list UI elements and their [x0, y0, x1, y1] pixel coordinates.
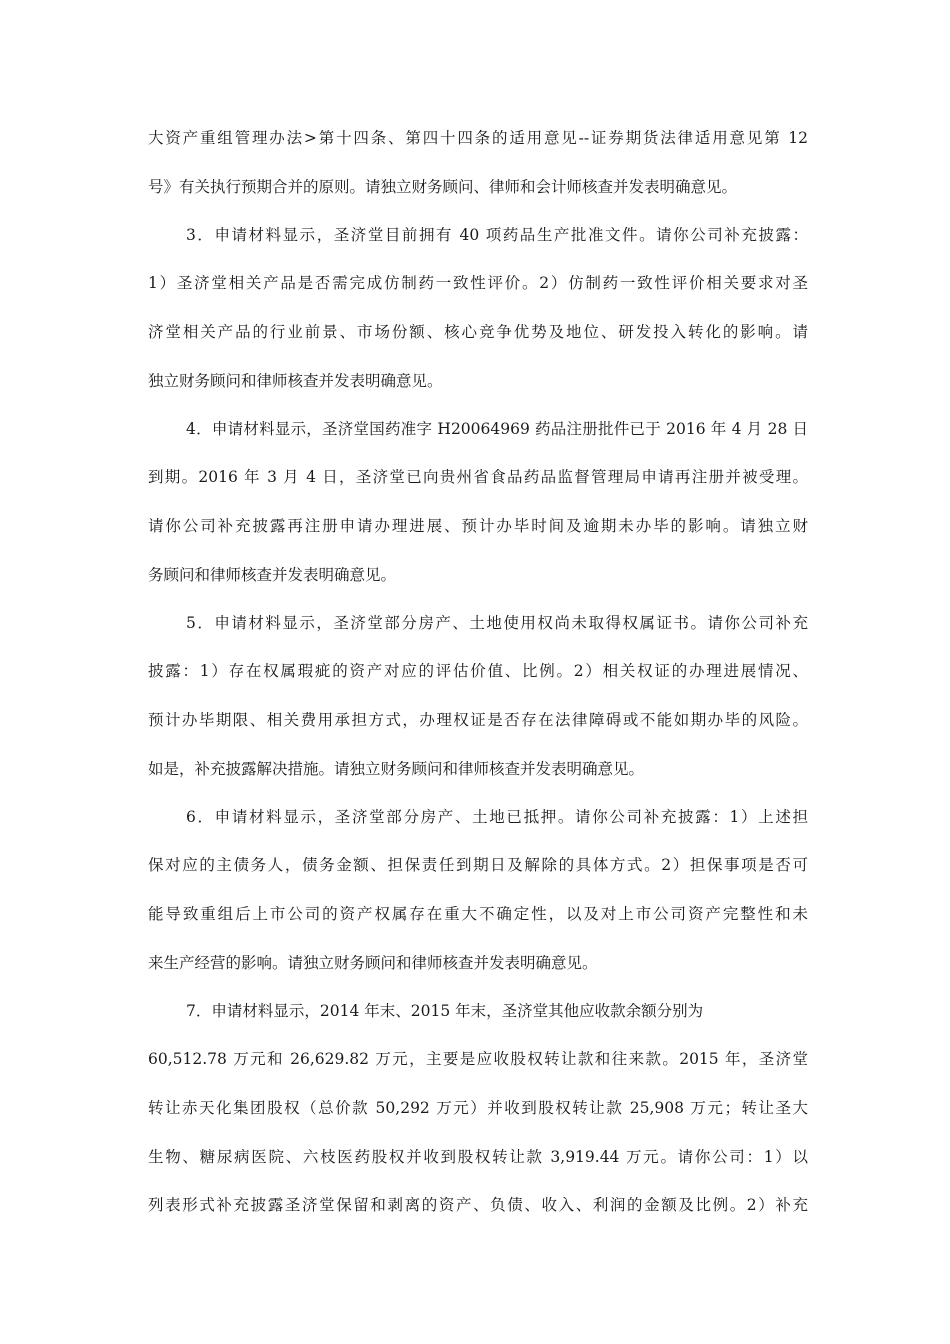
text-line: 披露：1）存在权属瑕疵的资产对应的评估价值、比例。2）相关权证的办理进展情况、 [148, 662, 808, 680]
text-line: 转让赤天化集团股权（总价款 50,292 万元）并收到股权转让款 25,908 万元；转让圣大 [148, 1099, 808, 1117]
paragraph-3-start: 3．申请材料显示，圣济堂目前拥有 40 项药品生产批准文件。请你公司补充披露： [186, 226, 808, 244]
text-line: 大资产重组管理办法>第十四条、第四十四条的适用意见--证券期货法律适用意见第 12 [148, 129, 808, 147]
text-line: 能导致重组后上市公司的资产权属存在重大不确定性，以及对上市公司资产完整性和未 [148, 905, 808, 923]
text-line: 号》有关执行预期合并的原则。请独立财务顾问、律师和会计师核查并发表明确意见。 [148, 178, 738, 196]
paragraph-7-start: 7．申请材料显示，2014 年末、2015 年末，圣济堂其他应收款余额分别为 [186, 1002, 704, 1020]
text-line: 列表形式补充披露圣济堂保留和剥离的资产、负债、收入、利润的金额及比例。2）补充 [148, 1196, 808, 1214]
text-line: 生物、糖尿病医院、六枝医药股权并收到股权转让款 3,919.44 万元。请你公司：1）以 [148, 1148, 808, 1166]
paragraph-6-start: 6．申请材料显示，圣济堂部分房产、土地已抵押。请你公司补充披露：1）上述担 [186, 808, 808, 826]
text-line: 预计办毕期限、相关费用承担方式，办理权证是否存在法律障碍或不能如期办毕的风险。 [148, 711, 808, 729]
paragraph-4-start: 4．申请材料显示，圣济堂国药准字 H20064969 药品注册批件已于 2016 年 4 月 28 日 [186, 420, 808, 438]
paragraph-5-start: 5．申请材料显示，圣济堂部分房产、土地使用权尚未取得权属证书。请你公司补充 [186, 614, 808, 632]
text-line: 请你公司补充披露再注册申请办理进展、预计办毕时间及逾期未办毕的影响。请独立财 [148, 517, 808, 535]
text-line: 济堂相关产品的行业前景、市场份额、核心竞争优势及地位、研发投入转化的影响。请 [148, 323, 808, 341]
text-line: 如是，补充披露解决措施。请独立财务顾问和律师核查并发表明确意见。 [148, 760, 645, 778]
text-line: 保对应的主债务人，债务金额、担保责任到期日及解除的具体方式。2）担保事项是否可 [148, 856, 808, 874]
text-line: 60,512.78 万元和 26,629.82 万元，主要是应收股权转让款和往来款。2015 年，圣济堂 [148, 1050, 808, 1068]
text-line: 到期。2016 年 3 月 4 日，圣济堂已向贵州省食品药品监督管理局申请再注册并被受理。 [148, 468, 808, 486]
text-line: 来生产经营的影响。请独立财务顾问和律师核查并发表明确意见。 [148, 954, 598, 972]
text-line: 务顾问和律师核查并发表明确意见。 [148, 566, 397, 584]
text-line: 1）圣济堂相关产品是否需完成仿制药一致性评价。2）仿制药一致性评价相关要求对圣 [148, 274, 808, 292]
text-line: 独立财务顾问和律师核查并发表明确意见。 [148, 372, 443, 390]
